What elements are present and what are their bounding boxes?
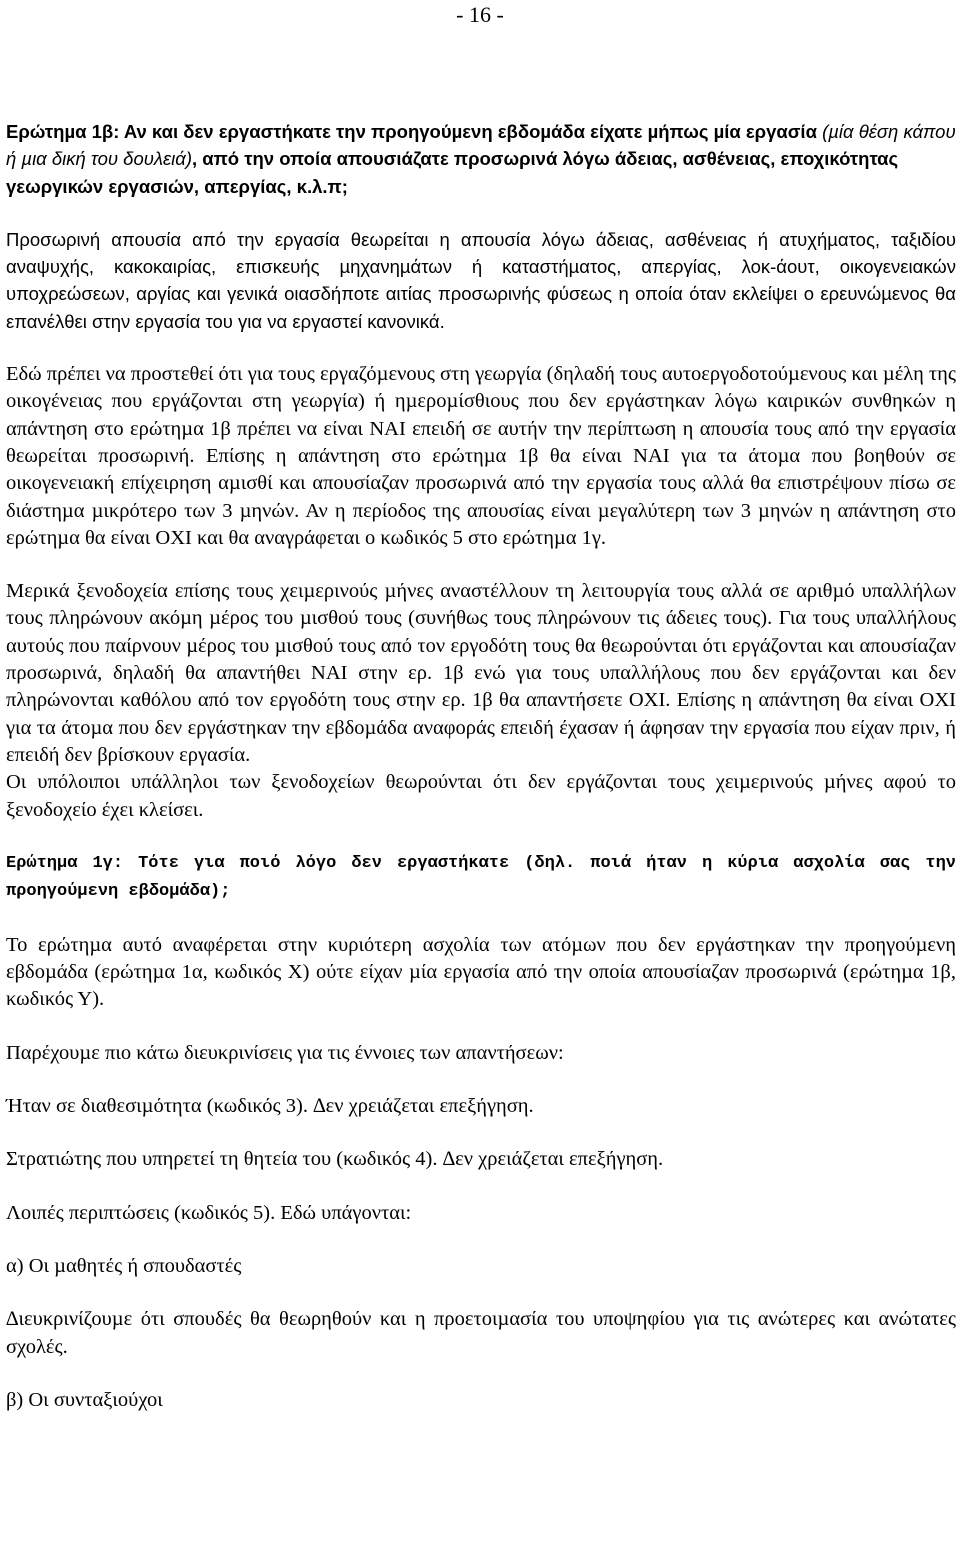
list-item-students: α) Οι µαθητές ή σπουδαστές	[6, 1254, 242, 1277]
paragraph-code-4: Στρατιώτης που υπηρετεί τη θητεία του (κωδικός 4). ∆εν χρειάζεται επεξήγηση.	[6, 1148, 664, 1171]
list-item-pensioners: β) Οι συνταξιούχοι	[6, 1388, 163, 1411]
paragraph-studies-clarification: ∆ιευκρινίζουµε ότι σπουδές θα θεωρηθούν και η προετοιµασία του υποψηφίου για τις ανώτερες και ανώτατες σχολές.	[6, 1308, 956, 1358]
question-1b-text-2: , από την οποία απουσιάζατε προσωρινά λόγω άδειας, ασθένειας, εποχικότητας γεωργικών εργασιών, απεργίας, κ.λ.π;	[6, 148, 899, 197]
paragraph-agriculture: Εδώ πρέπει να προστεθεί ότι για τους εργαζόµενους στη γεωργία (δηλαδή τους αυτοεργοδοτούµενους και µέλη της οικογένειας που εργάζονται στη γεωργία) ή ηµεροµίσθιους που δεν εργάστηκαν λόγω καιρικών συνθηκών η απάντηση στο ερώτηµα 1β πρέπει να είναι ΝΑΙ επειδή σε αυτήν την περίπτωση η απουσία τους από την εργασία θεωρείται προσωρινή. Επίσης η απάντηση στο ερώτηµα 1β θα είναι ΝΑΙ για τα άτοµα που βοηθούν σε οικογενειακή επίχειρηση αµισθί και απουσίαζαν προσωρινά από την εργασία τους αλλά θα επιστρέψουν πίσω σε διάστηµα µικρότερο των 3 µηνών. Αν η περίοδος της απουσίας είναι µεγαλύτερη των 3 µηνών η απάντηση στο ερώτηµα θα είναι ΟΧΙ και θα αναγράφεται ο κωδικός 5 στο ερώτηµα 1γ.	[6, 363, 956, 549]
question-1b-text-italic: (µία θέση κάπου ή µια δική του δουλειά)	[6, 121, 956, 170]
page-number: - 16 -	[456, 2, 504, 27]
paragraph-hotel-employees: Οι υπόλοιποι υπάλληλοι των ξενοδοχείων θεωρούνται ότι δεν εργάζονται τους χειµερινούς µήνες αφού το ξενοδοχείο έχει κλείσει.	[6, 771, 956, 821]
paragraph-code-3: Ήταν σε διαθεσιµότητα (κωδικός 3). ∆εν χρειάζεται επεξήγηση.	[6, 1095, 534, 1118]
paragraph-temporary-absence: Προσωρινή απουσία από την εργασία θεωρείται η απουσία λόγω άδειας, ασθένειας ή ατυχήµατος, ταξιδίου αναψυχής, κακοκαιρίας, επισκευής µηχανηµάτων ή καταστήµατος, απεργίας, λοκ-άουτ, οικογενειακών υποχρεώσεων, αργίας και γενικά οιασδήποτε αιτίας προσωρινής φύσεως η οποία όταν εκλείψει ο ερευνώµενος θα επανέλθει στην εργασία του για να εργαστεί κανονικά.	[6, 228, 956, 332]
question-1b-heading	[6, 118, 956, 200]
paragraph-hotels: Μερικά ξενοδοχεία επίσης τους χειµερινούς µήνες αναστέλλουν τη λειτουργία τους αλλά σε αριθµό υπαλλήλων τους πληρώνουν ακόµη µέρος του µισθού τους (συνήθως τους πληρώνουν τις άδειες τους). Για τους υπαλλήλους αυτούς που παίρνουν µέρος του µισθού τους από τον εργοδότη τους θα θεωρούνται ότι εργάζονται και απουσίαζαν προσωρινά, δηλαδή θα απαντήθει ΝΑΙ στην ερ. 1β ενώ για τους υπαλλήλους που δεν εργάζονται και δεν πληρώνονται καθόλου από τον εργοδότη τους στην ερ. 1β θα απαντήσετε ΟΧΙ. Επίσης η απάντηση θα είναι ΟΧΙ για τα άτοµα που δεν εργάστηκαν την εβδοµάδα αναφοράς επειδή έχασαν ή άφησαν την εργασία που είχαν πριν, ή επειδή δεν βρίσκουν εργασία.	[6, 580, 956, 766]
question-1c-heading: Ερώτηµα 1γ: Τότε για ποιό λόγο δεν εργαστήκατε (δηλ. ποιά ήταν η κύρια ασχολία σας την προηγούµενη εβδοµάδα);	[6, 853, 956, 901]
paragraph-main-activity: Το ερώτηµα αυτό αναφέρεται στην κυριότερη ασχολία των ατόµων που δεν εργάστηκαν την προηγούµενη εβδοµάδα (ερώτηµα 1α, κωδικός Χ) ούτε είχαν µία εργασία από την οποία απουσίαζαν προσωρινά (ερώτηµα 1β, κωδικός Υ).	[6, 933, 956, 1011]
paragraph-code-5: Λοιπές περιπτώσεις (κωδικός 5). Εδώ υπάγονται:	[6, 1201, 412, 1224]
page-content	[6, 118, 956, 1414]
question-1b-text-1: Ερώτηµα 1β: Αν και δεν εργαστήκατε την προηγούµενη εβδοµάδα είχατε µήπως µία εργασία	[6, 121, 823, 142]
paragraph-clarifications: Παρέχουµε πιο κάτω διευκρινίσεις για τις έννοιες των απαντήσεων:	[6, 1041, 564, 1064]
